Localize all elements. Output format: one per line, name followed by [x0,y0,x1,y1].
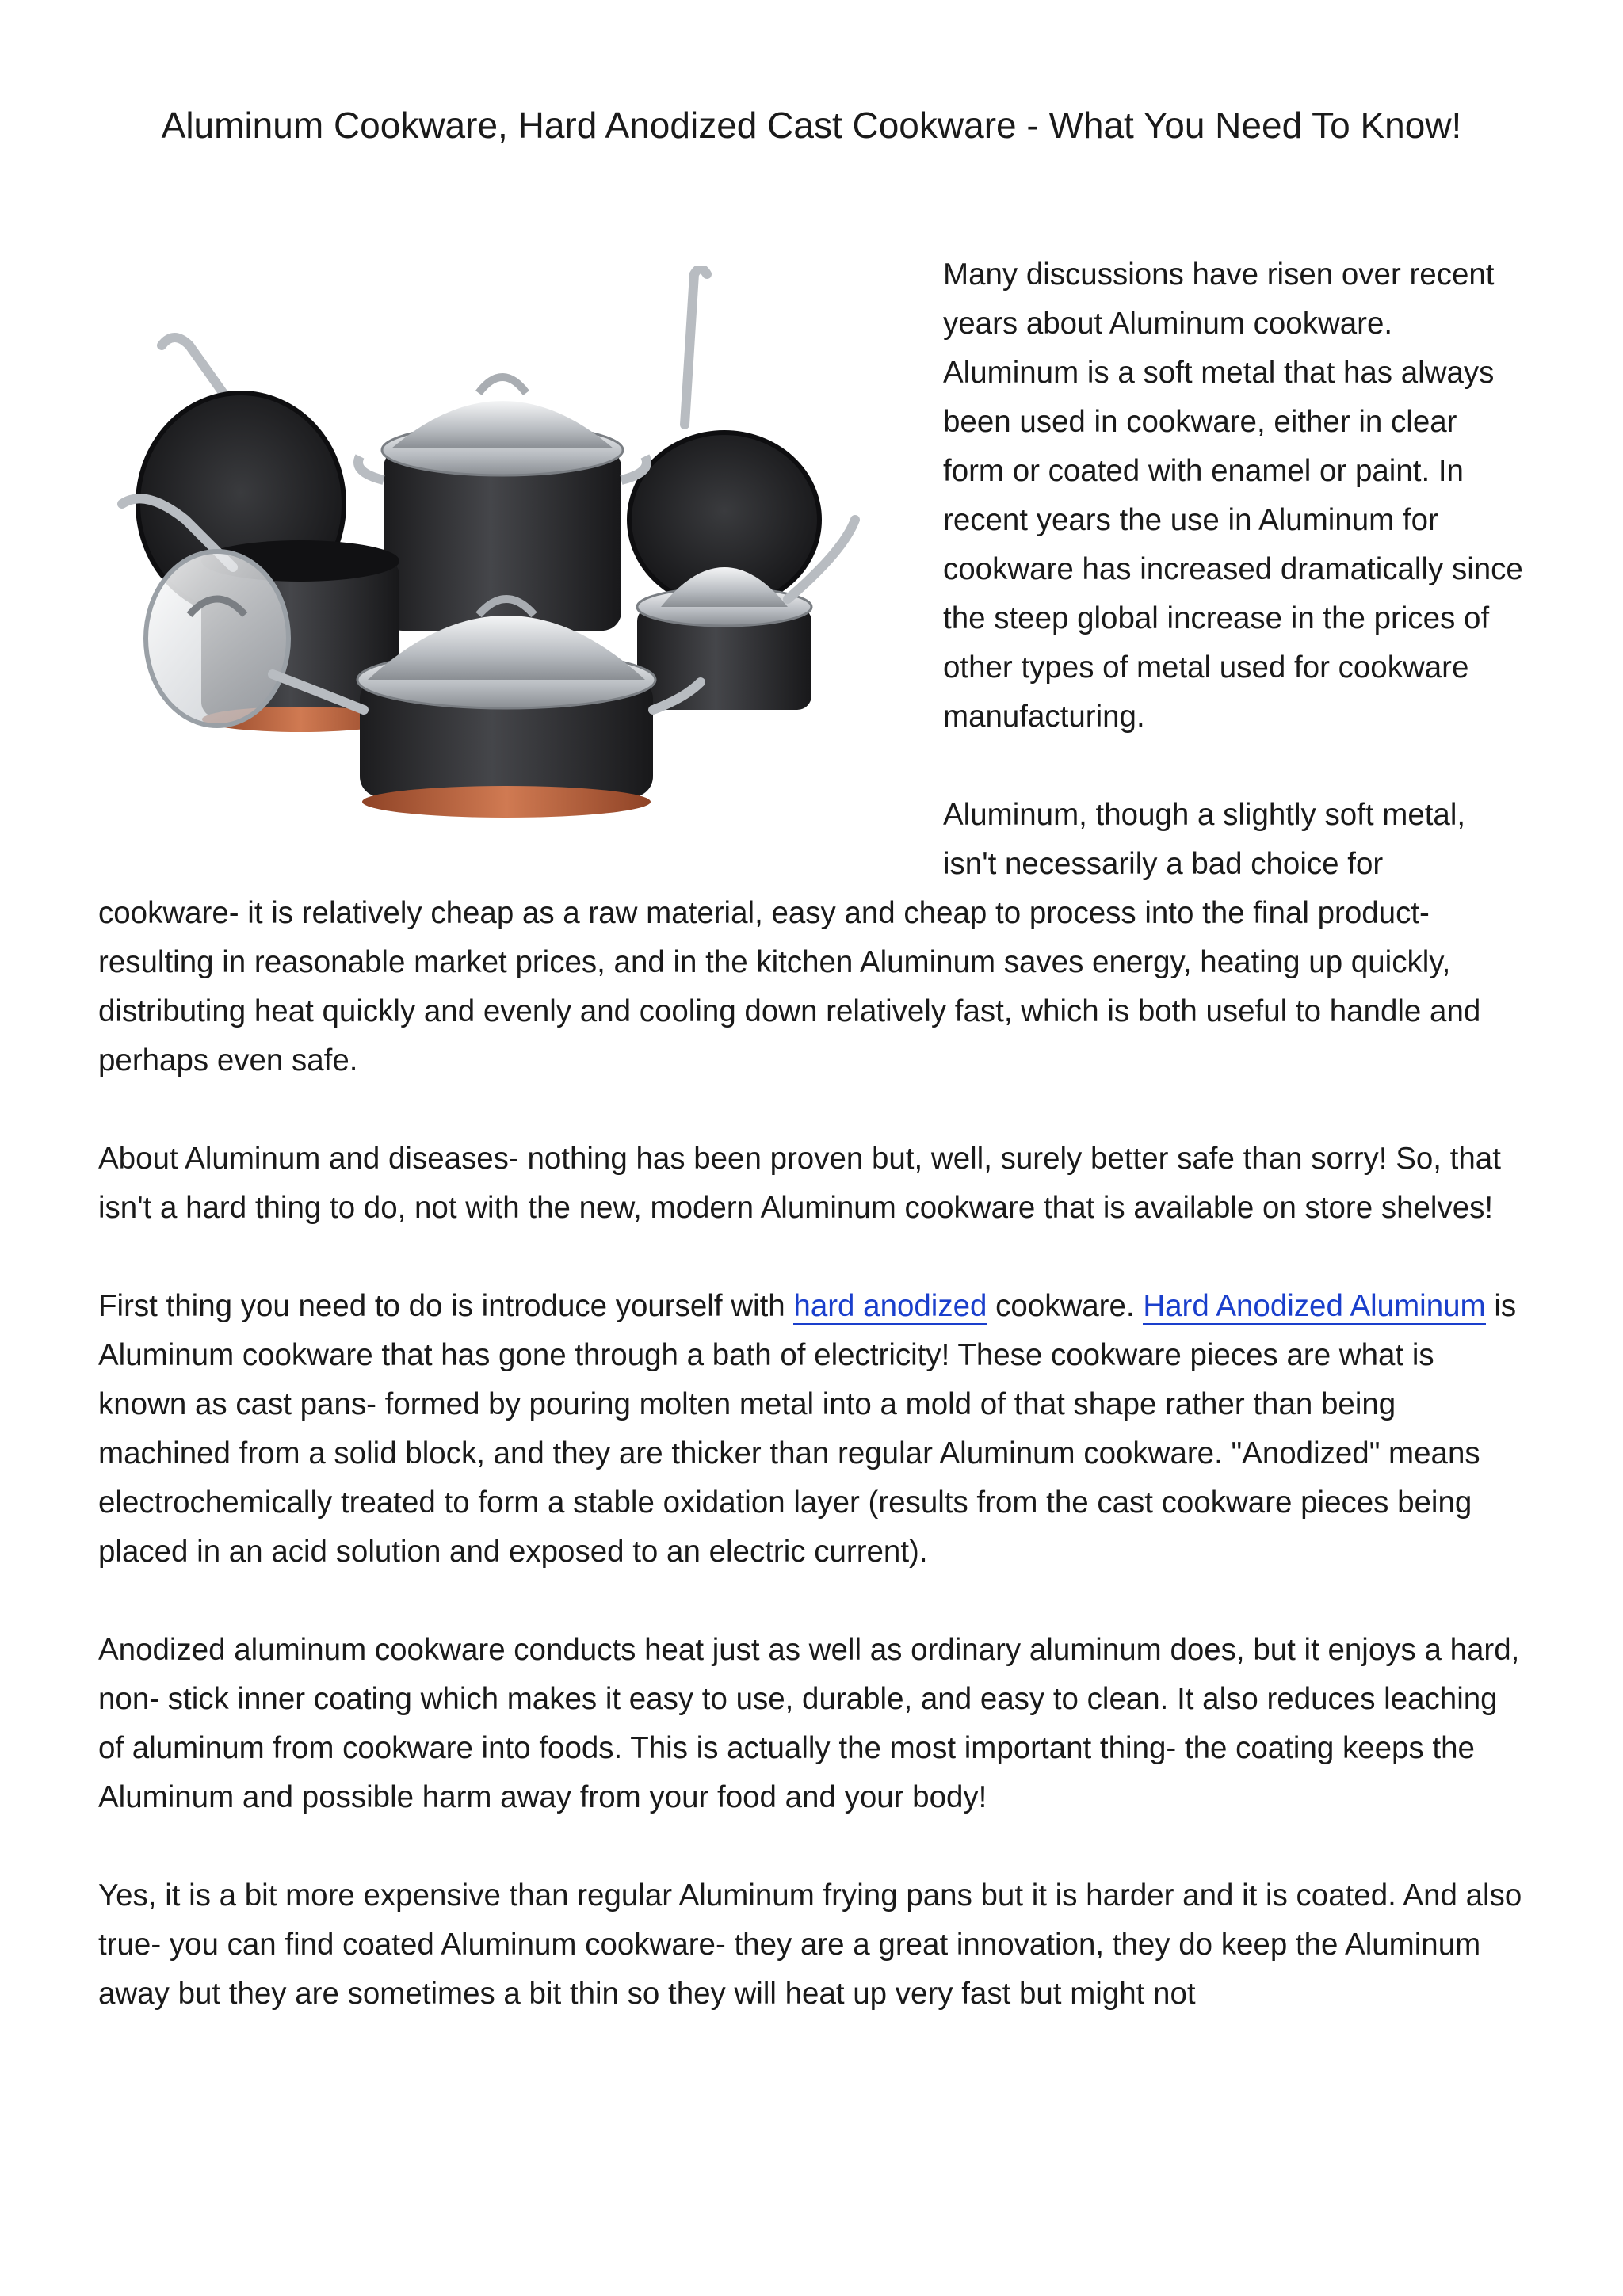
page-title: Aluminum Cookware, Hard Anodized Cast Cookware - What You Need To Know! [161,105,1462,146]
paragraph-hard-anodized [98,1282,1525,1577]
hard-anodized-aluminum-link[interactable]: Hard Anodized Aluminum [1143,1289,1486,1323]
paragraph-price-comparison: Yes, it is a bit more expensive than regular Aluminum frying pans but it is harder and it is coated. And also true- you can find coated Aluminum cookware- they are a great innovation, they do keep the Aluminum away but they are sometimes a bit thin so they will heat up very fast but might not [98,1878,1522,2011]
stock-pot [358,377,647,631]
hard-anodized-link[interactable]: hard anodized [793,1289,987,1323]
article-body [98,250,1525,2019]
cookware-set-illustration [98,266,891,852]
right-frying-pan [629,269,819,607]
cookware-image [98,266,934,868]
glass-lid [146,551,288,726]
paragraph-aluminum-diseases: About Aluminum and diseases- nothing has been proven but, well, surely better safe than sorry! So, that isn't a hard thing to do, not with the new, modern Aluminum cookware that is available on store shelves! [98,1142,1501,1225]
paragraph-intro: Many discussions have risen over recent years about Aluminum cookware. Aluminum is a soft metal that has always been used in cookware, either in clear form or coated with enamel or paint. In recent years the use in Aluminum for cookware has increased dramatically since the steep global increase in the prices of other types of metal used for cookware manufacturing. [943,257,1523,734]
paragraph-text: First thing you need to do is introduce yourself with [98,1289,794,1323]
paragraph-aluminum-benefits: Aluminum, though a slightly soft metal, isn't necessarily a bad choice for cookware- it is relatively cheap as a raw material, easy and cheap to process into the final product- resulting in reasonable market prices, and in the kitchen Aluminum saves energy, heating up quickly, distributing heat quickly and evenly and cooling down relatively fast, which is both useful to handle and perhaps even safe. [98,798,1481,1077]
paragraph-anodized-heat: Anodized aluminum cookware conducts heat just as well as ordinary aluminum does, but it enjoys a hard, non- stick inner coating which makes it easy to use, durable, and easy to clean. It also reduces leaching of aluminum from cookware into foods. This is actually the most important thing- the coating keeps the Aluminum and possible harm away from your food and your body! [98,1633,1520,1814]
paragraph-text: cookware. [987,1289,1144,1323]
paragraph-text: is Aluminum cookware that has gone through a bath of electricity! These cookware pieces are what is known as cast pans- formed by pouring molten metal into a mold of that shape rather than being machined from a solid block, and they are thicker than regular Aluminum cookware. "Anodized" means electrochemically treated to form a stable oxidation layer (results from the cast cookware pieces being placed in an acid solution and exposed to an electric current). [98,1289,1517,1569]
